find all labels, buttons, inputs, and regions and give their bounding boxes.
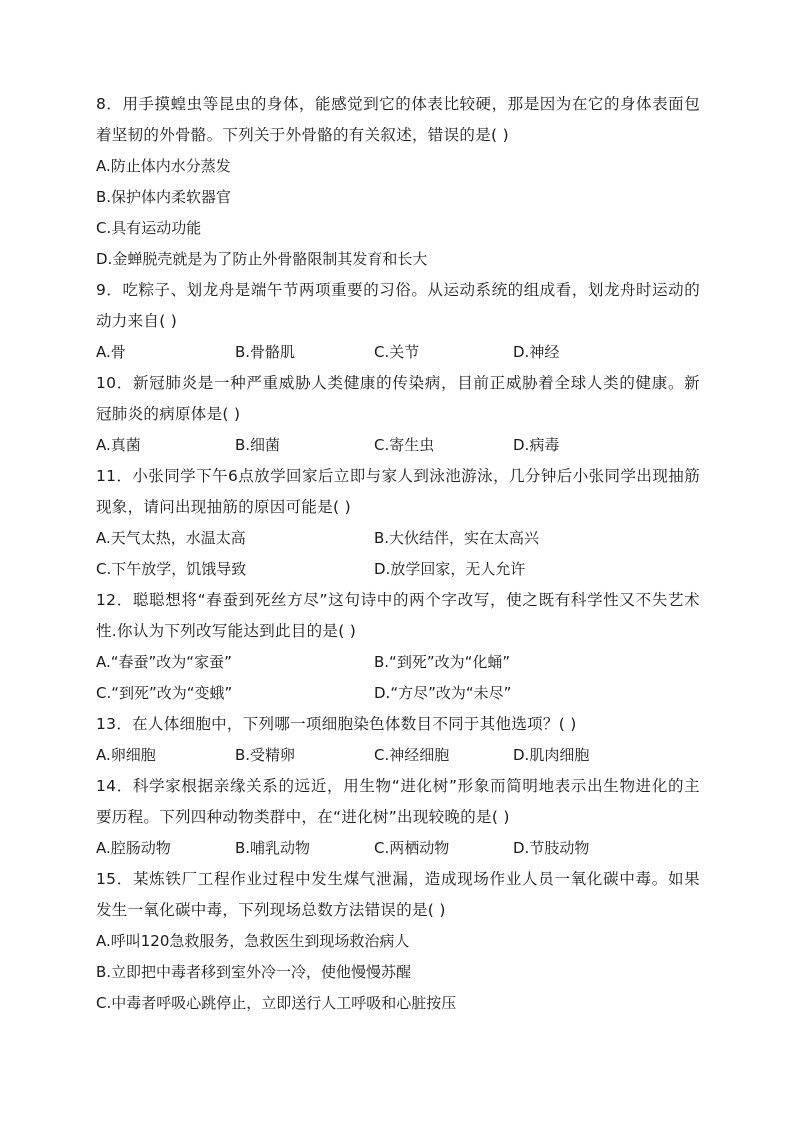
question-stem: 12．聪聪想将“春蚕到死丝方尽”这句诗中的两个字改写，使之既有科学性又不失艺术性.你认为下列改写能达到此目的是( ) xyxy=(96,591,700,640)
option-d: D.放学回家，无人允许 xyxy=(374,560,526,578)
option-d: D.神经 xyxy=(513,343,560,361)
question-stem: 13．在人体细胞中，下列哪一项细胞染色体数目不同于其他选项？( ) xyxy=(96,715,577,733)
question-stem: 15．某炼铁厂工程作业过程中发生煤气泄漏，造成现场作业人员一氧化碳中毒。如果发生一氧化碳中毒，下列现场总数方法错误的是( ) xyxy=(96,870,700,919)
option-a: A.骨 xyxy=(96,343,126,361)
question-14 xyxy=(96,771,700,864)
question-10 xyxy=(96,368,700,461)
option-b: B.受精卵 xyxy=(235,746,296,764)
option-d: D.肌肉细胞 xyxy=(513,746,590,764)
option-a: A.“春蚕”改为“家蚕” xyxy=(96,653,232,671)
option-d: D.金蝉脱壳就是为了防止外骨骼限制其发育和长大 xyxy=(96,250,428,268)
option-b: B.哺乳动物 xyxy=(235,839,311,857)
question-9 xyxy=(96,275,700,368)
option-row xyxy=(96,647,700,678)
option-row xyxy=(96,833,700,864)
option-c: C.关节 xyxy=(374,343,420,361)
option-b: B.保护体内柔软器官 xyxy=(96,188,232,206)
option-b: B.大伙结伴，实在太高兴 xyxy=(374,529,540,547)
option-d: D.节肢动物 xyxy=(513,839,590,857)
question-stem: 10．新冠肺炎是一种严重威胁人类健康的传染病，目前正威胁着全球人类的健康。新冠肺炎的病原体是( ) xyxy=(96,374,700,423)
option-a: A.呼叫120急救服务，急救医生到现场救治病人 xyxy=(96,932,410,950)
option-row xyxy=(96,678,700,709)
option-c: C.两栖动物 xyxy=(374,839,450,857)
question-11 xyxy=(96,461,700,585)
question-13 xyxy=(96,709,700,771)
question-stem: 11．小张同学下午6点放学回家后立即与家人到泳池游泳，几分钟后小张同学出现抽筋现象，请问出现抽筋的原因可能是( ) xyxy=(96,467,700,516)
option-c: C.中毒者呼吸心跳停止，立即送行人工呼吸和心脏按压 xyxy=(96,994,457,1012)
option-row xyxy=(96,337,700,368)
option-row xyxy=(96,554,700,585)
option-row xyxy=(96,523,700,554)
option-a: A.防止体内水分蒸发 xyxy=(96,157,231,175)
option-c: C.下午放学，饥饿导致 xyxy=(96,560,247,578)
option-d: D.“方尽”改为“未尽” xyxy=(374,684,512,702)
option-c: C.神经细胞 xyxy=(374,746,450,764)
question-8 xyxy=(96,89,700,275)
option-a: A.卵细胞 xyxy=(96,746,156,764)
question-stem: 8．用手摸蝗虫等昆虫的身体，能感觉到它的体表比较硬，那是因为在它的身体表面包着坚韧的外骨骼。下列关于外骨骼的有关叙述，错误的是( ) xyxy=(96,95,700,144)
question-stem: 14．科学家根据亲缘关系的远近，用生物“进化树”形象而简明地表示出生物进化的主要历程。下列四种动物类群中，在“进化树”出现较晚的是( ) xyxy=(96,777,700,826)
option-c: C.“到死”改为“变蛾” xyxy=(96,684,233,702)
option-b: B.“到死”改为“化蛹” xyxy=(374,653,511,671)
option-row xyxy=(96,430,700,461)
option-b: B.骨骼肌 xyxy=(235,343,296,361)
question-12 xyxy=(96,585,700,709)
question-15 xyxy=(96,864,700,1019)
option-c: C.具有运动功能 xyxy=(96,219,202,237)
option-a: A.腔肠动物 xyxy=(96,839,171,857)
option-a: A.天气太热，水温太高 xyxy=(96,529,246,547)
option-d: D.病毒 xyxy=(513,436,560,454)
option-row xyxy=(96,740,700,771)
option-c: C.寄生虫 xyxy=(374,436,435,454)
option-b: B.细菌 xyxy=(235,436,281,454)
option-a: A.真菌 xyxy=(96,436,141,454)
option-b: B.立即把中毒者移到室外冷一冷，使他慢慢苏醒 xyxy=(96,963,412,981)
question-stem: 9．吃粽子、划龙舟是端午节两项重要的习俗。从运动系统的组成看，划龙舟时运动的动力来自( ) xyxy=(96,281,700,330)
question-list xyxy=(96,89,700,1019)
